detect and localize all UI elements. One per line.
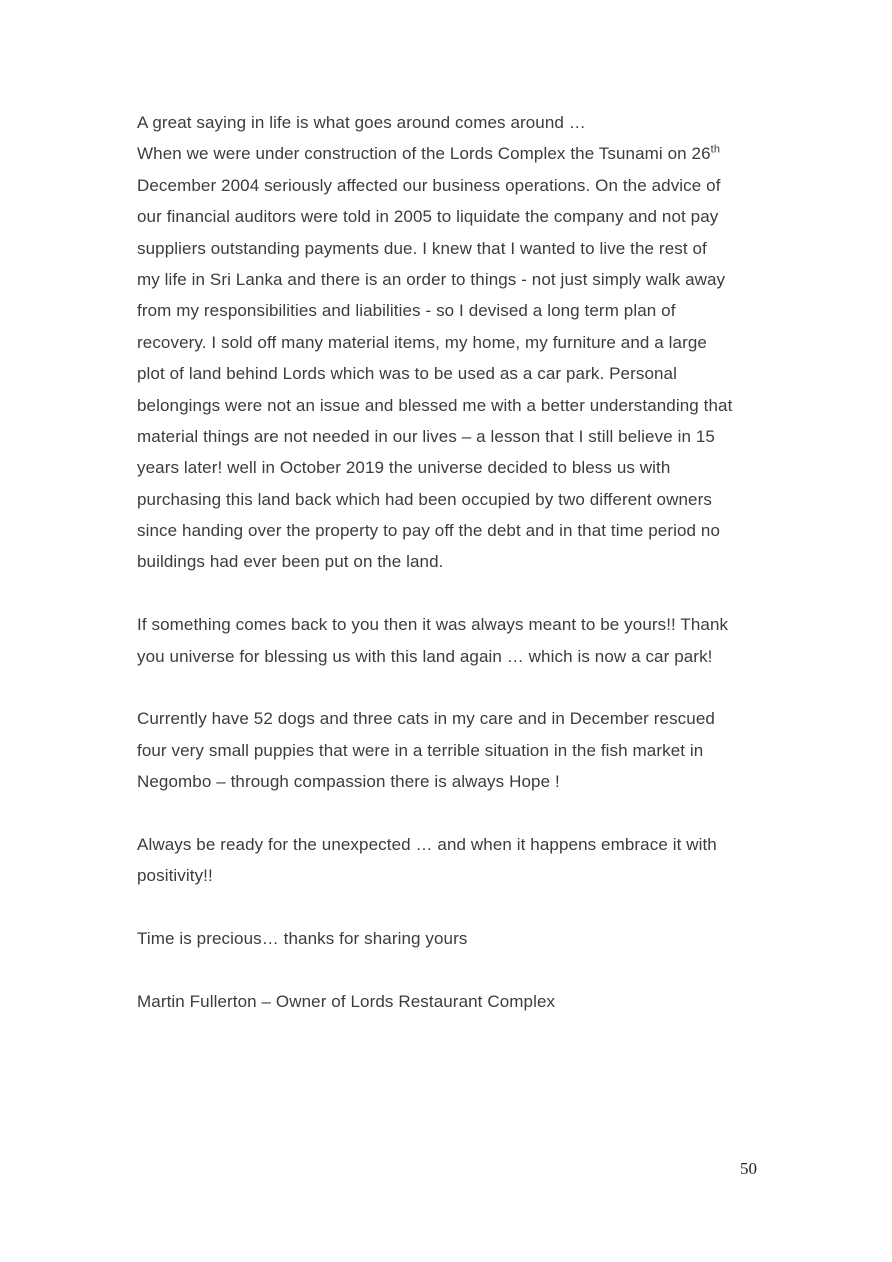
text-line — [137, 138, 767, 169]
text-line: since handing over the property to pay off the debt and in that time period no — [137, 521, 721, 541]
text-line: Time is precious… thanks for sharing yours — [137, 929, 468, 949]
text-line: Always be ready for the unexpected … and when it happens embrace it with — [137, 834, 717, 854]
text-line: suppliers outstanding payments due. I knew that I wanted to live the rest of — [137, 238, 707, 258]
text-line: our financial auditors were told in 2005 to liquidate the company and not pay — [137, 207, 719, 227]
superscript-ordinal: th — [710, 143, 721, 156]
text-line: If something comes back to you then it was always meant to be yours!! Thank — [137, 615, 729, 635]
signature-line: Martin Fullerton – Owner of Lords Restaurant Complex — [137, 991, 556, 1011]
text-line: recovery. I sold off many material items, my home, my furniture and a large — [137, 332, 707, 352]
text-segment: When we were under construction of the Lords Complex the Tsunami on 26 — [137, 144, 711, 164]
text-line: four very small puppies that were in a terrible situation in the fish market in — [137, 740, 704, 760]
text-line: Negombo – through compassion there is always Hope ! — [137, 772, 560, 792]
paragraph — [137, 609, 767, 672]
paragraph signature — [137, 986, 767, 1017]
text-line: material things are not needed in our lives – a lesson that I still believe in 15 — [137, 426, 715, 446]
text-line: from my responsibilities and liabilities - so I devised a long term plan of — [137, 301, 676, 321]
text-line: you universe for blessing us with this land again … which is now a car park! — [137, 646, 713, 666]
text-line: A great saying in life is what goes around comes around … — [137, 113, 586, 132]
text-line: buildings had ever been put on the land. — [137, 552, 444, 572]
text-line: positivity!! — [137, 866, 213, 886]
text-line: Currently have 52 dogs and three cats in my care and in December rescued — [137, 709, 715, 729]
text-line: years later! well in October 2019 the universe decided to bless us with — [137, 458, 671, 478]
text-line: belongings were not an issue and blessed me with a better understanding that — [137, 395, 733, 415]
paragraph — [137, 829, 767, 892]
paragraph — [137, 107, 767, 578]
document-body — [137, 107, 767, 1017]
text-line: plot of land behind Lords which was to be used as a car park. Personal — [137, 364, 677, 384]
page-number: 50 — [740, 1159, 757, 1178]
paragraph — [137, 923, 767, 954]
paragraph — [137, 703, 767, 797]
text-line: my life in Sri Lanka and there is an order to things - not just simply walk away — [137, 269, 726, 289]
text-line: December 2004 seriously affected our business operations. On the advice of — [137, 175, 721, 195]
text-line: purchasing this land back which had been occupied by two different owners — [137, 489, 712, 509]
